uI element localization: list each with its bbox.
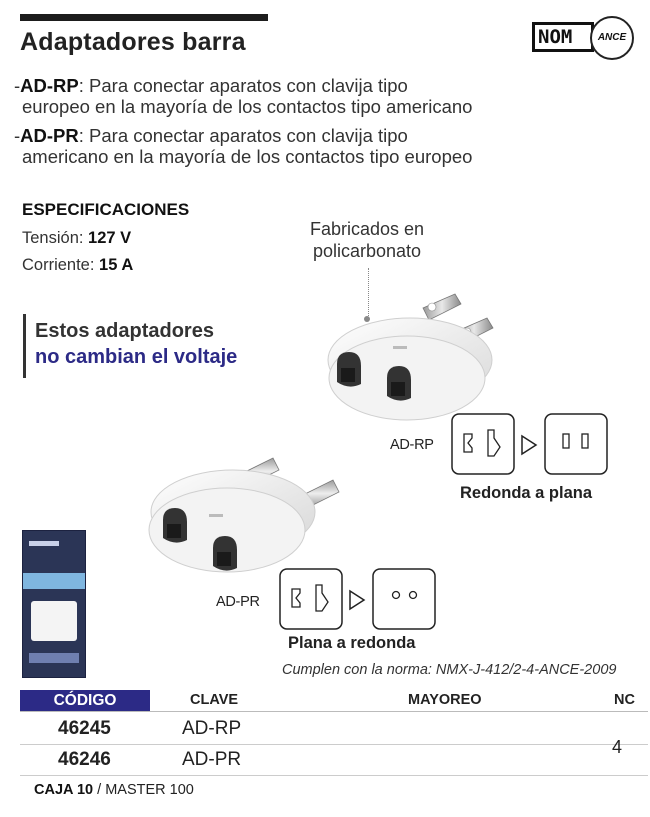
voltage-note-line1: Estos adaptadores bbox=[35, 320, 214, 342]
note-accent-bar bbox=[23, 314, 26, 378]
package-band bbox=[23, 573, 85, 589]
product-tag-ad-pr: AD-PR bbox=[216, 594, 260, 610]
title-bar-accent bbox=[20, 14, 268, 21]
voltage-note-line2: no cambian el voltaje bbox=[35, 346, 238, 368]
material-note bbox=[292, 218, 442, 262]
nom-logo: NOM bbox=[532, 22, 594, 52]
packing-info bbox=[34, 782, 194, 798]
description-text: americano en la mayoría de los contactos tipo europeo bbox=[22, 146, 473, 167]
table-header-divider bbox=[20, 711, 648, 712]
package-logo bbox=[29, 541, 59, 546]
table-header-nc: NC bbox=[614, 692, 635, 708]
spec-label: Tensión: bbox=[22, 229, 89, 247]
description-text: : Para conectar aparatos con clavija tipo bbox=[78, 75, 408, 96]
description-text: europeo en la mayoría de los contactos tipo americano bbox=[22, 96, 473, 117]
description-ad-pr: -AD-PR: Para conectar aparatos con clavija tipo americano en la mayoría de los contactos tipo europeo bbox=[14, 125, 473, 167]
spec-corriente bbox=[22, 256, 133, 275]
material-note-line: Fabricados en bbox=[309, 219, 425, 239]
description-ad-rp: -AD-RP: Para conectar aparatos con clavija tipo europeo en la mayoría de los contactos tipo americano bbox=[14, 75, 473, 117]
description-code: AD-RP bbox=[20, 75, 79, 96]
ance-logo: ANCE bbox=[590, 16, 634, 60]
package-strip bbox=[29, 653, 79, 663]
page-title: Adaptadores barra bbox=[20, 28, 246, 56]
packing-master: / MASTER 100 bbox=[93, 782, 194, 798]
diagram-plana-a-redonda bbox=[278, 567, 438, 631]
package-window bbox=[31, 601, 77, 641]
description-text: : Para conectar aparatos con clavija tipo bbox=[78, 125, 408, 146]
table-cell-clave: AD-PR bbox=[182, 749, 242, 770]
caption-redonda-a-plana: Redonda a plana bbox=[460, 484, 593, 502]
table-cell-codigo: 46245 bbox=[58, 718, 111, 739]
spec-value: 127 V bbox=[88, 229, 132, 247]
table-bottom-divider bbox=[20, 775, 648, 776]
table-row-divider bbox=[20, 744, 648, 745]
table-header-codigo: CÓDIGO bbox=[20, 690, 150, 712]
packing-caja: CAJA 10 bbox=[34, 782, 94, 798]
material-note-line: policarbonato bbox=[312, 241, 422, 261]
norma-text: Cumplen con la norma: NMX-J-412/2-4-ANCE-2009 bbox=[282, 662, 617, 678]
product-package-image bbox=[22, 530, 86, 678]
table-cell-nc: 4 bbox=[612, 737, 623, 757]
table-cell-clave: AD-RP bbox=[182, 718, 242, 739]
description-code: AD-PR bbox=[20, 125, 79, 146]
spec-value: 15 A bbox=[99, 256, 134, 274]
table-cell-codigo: 46246 bbox=[58, 749, 111, 770]
nom-ance-logo bbox=[532, 14, 642, 68]
caption-plana-a-redonda: Plana a redonda bbox=[288, 634, 416, 652]
spec-tension bbox=[22, 229, 131, 248]
table-header-mayoreo: MAYOREO bbox=[408, 692, 482, 708]
spec-label: Corriente: bbox=[22, 256, 100, 274]
diagram-redonda-a-plana bbox=[450, 412, 610, 476]
table-header-clave: CLAVE bbox=[190, 692, 239, 708]
product-tag-ad-rp: AD-RP bbox=[390, 437, 434, 453]
specs-heading: ESPECIFICACIONES bbox=[22, 200, 190, 219]
